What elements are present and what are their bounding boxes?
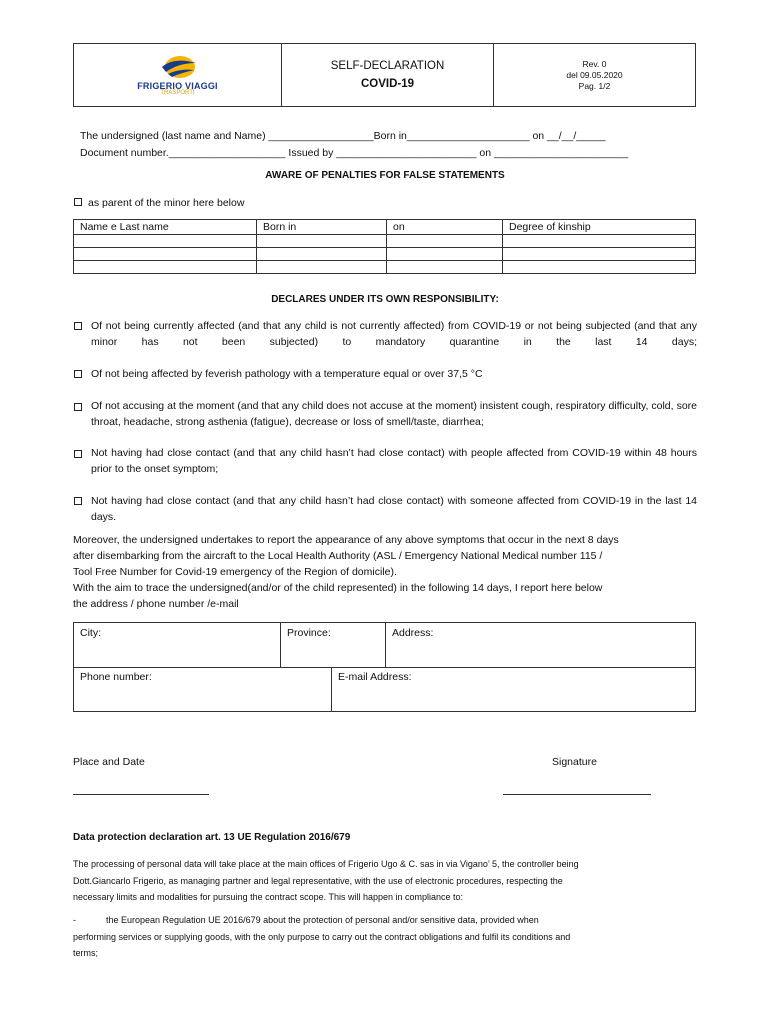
page-number: Pag. 1/2 bbox=[578, 80, 611, 91]
province-label: Province: bbox=[287, 627, 331, 639]
data-protection-heading: Data protection declaration art. 13 UE Regulation 2016/679 bbox=[73, 832, 351, 843]
title-cell bbox=[282, 44, 494, 106]
declaration-text-3: Of not accusing at the moment (and that any child does not accuse at the moment) insistent cough, respiratory difficulty, cold, sore throat, headache, strong asthenia (fatigue), decrease or loss of smell/taste, diarrhea; bbox=[91, 400, 697, 428]
contact-row-divider bbox=[74, 667, 695, 668]
logo-subtitle: TRASPORTI bbox=[160, 90, 195, 96]
city-label: City: bbox=[80, 627, 101, 639]
declaration-text-2: Of not being affected by feverish pathology with a temperature equal or over 37,5 °C bbox=[91, 368, 483, 380]
province-field[interactable] bbox=[287, 625, 381, 665]
contact-table bbox=[73, 622, 696, 712]
contact-col-divider bbox=[385, 623, 386, 667]
frigerio-viaggi-logo-icon bbox=[158, 54, 198, 80]
moreover-line-4: With the aim to trace the undersigned(and/or of the child represented) in the following 14 days, I report here below bbox=[73, 582, 603, 594]
minor-header-born: Born in bbox=[257, 220, 387, 235]
declaration-checkbox-1[interactable] bbox=[74, 322, 82, 330]
declaration-checkbox-4[interactable] bbox=[74, 450, 82, 458]
revision-date: del 09.05.2020 bbox=[566, 69, 623, 80]
signature-label: Signature bbox=[552, 756, 597, 768]
email-field[interactable] bbox=[338, 669, 690, 709]
data-protection-line-2: Dott.Giancarlo Frigerio, as managing partner and legal representative, with the use of electronic procedures, respecting the bbox=[73, 876, 563, 886]
minor-header-kinship: Degree of kinship bbox=[503, 220, 696, 235]
minor-header-name: Name e Last name bbox=[74, 220, 257, 235]
data-protection-line-1: The processing of personal data will take place at the main offices of Frigerio Ugo & C. sas in via Vigano’ 5, the controller being bbox=[73, 859, 579, 869]
minor-cell[interactable] bbox=[503, 235, 696, 248]
contact-col-divider bbox=[280, 623, 281, 667]
minor-table-header-row bbox=[74, 220, 696, 235]
declaration-checkbox-5[interactable] bbox=[74, 497, 82, 505]
declaration-text-5: Not having had close contact (and that any child hasn’t had close contact) with someone affected from COVID-19 in the last 14 days. bbox=[91, 495, 697, 523]
moreover-line-3: Tool Free Number for Covid-19 emergency of the Region of domicile). bbox=[73, 566, 397, 578]
moreover-line-1: Moreover, the undersigned undertakes to report the appearance of any above symptoms that occur in the next 8 days bbox=[73, 534, 619, 546]
minor-cell[interactable] bbox=[503, 248, 696, 261]
parent-option-label: as parent of the minor here below bbox=[88, 197, 245, 209]
email-label: E-mail Address: bbox=[338, 671, 412, 683]
address-field[interactable] bbox=[392, 625, 690, 665]
phone-field[interactable] bbox=[80, 669, 325, 709]
aware-heading: AWARE OF PENALTIES FOR FALSE STATEMENTS bbox=[265, 170, 505, 181]
minor-cell[interactable] bbox=[387, 248, 503, 261]
document-header bbox=[73, 43, 696, 107]
logo-cell bbox=[74, 44, 282, 106]
city-field[interactable] bbox=[80, 625, 275, 665]
minor-cell[interactable] bbox=[257, 261, 387, 274]
place-date-line[interactable] bbox=[73, 794, 209, 795]
minor-cell[interactable] bbox=[74, 261, 257, 274]
data-protection-dash: - bbox=[73, 915, 76, 925]
minor-header-on: on bbox=[387, 220, 503, 235]
place-date-label: Place and Date bbox=[73, 756, 145, 768]
phone-label: Phone number: bbox=[80, 671, 152, 683]
revision-cell bbox=[494, 44, 695, 106]
declaration-checkbox-3[interactable] bbox=[74, 403, 82, 411]
contact-col-divider bbox=[331, 667, 332, 712]
parent-option[interactable] bbox=[74, 195, 244, 211]
declaration-checkbox-2[interactable] bbox=[74, 370, 82, 378]
parent-checkbox[interactable] bbox=[74, 198, 82, 206]
logo-name: FRIGERIO VIAGGI bbox=[137, 81, 218, 91]
minor-cell[interactable] bbox=[74, 235, 257, 248]
undersigned-line: The undersigned (last name and Name) __________________Born in_____________________ on __/__/_____ bbox=[80, 130, 606, 142]
minor-cell[interactable] bbox=[387, 261, 503, 274]
minor-cell[interactable] bbox=[387, 235, 503, 248]
moreover-line-2: after disembarking from the aircraft to the Local Health Authority (ASL / Emergency National Medical number 115 / bbox=[73, 550, 603, 562]
signature-line[interactable] bbox=[503, 794, 651, 795]
minor-cell[interactable] bbox=[257, 235, 387, 248]
address-label: Address: bbox=[392, 627, 434, 639]
document-number-line: Document number.____________________ Issued by ________________________ on _______________________ bbox=[80, 147, 629, 159]
declares-heading: DECLARES UNDER ITS OWN RESPONSIBILITY: bbox=[271, 294, 499, 305]
minor-cell[interactable] bbox=[503, 261, 696, 274]
data-protection-bullet-line-3: terms; bbox=[73, 948, 99, 958]
data-protection-bullet-line-2: performing services or supplying goods, with the only purpose to carry out the contract obligations and fulfil its conditions and bbox=[73, 932, 571, 942]
revision-number: Rev. 0 bbox=[582, 58, 607, 69]
minor-cell[interactable] bbox=[257, 248, 387, 261]
minor-cell[interactable] bbox=[74, 248, 257, 261]
data-protection-bullet-line-1: the European Regulation UE 2016/679 about the protection of personal and/or sensitive data, provided when bbox=[106, 915, 539, 925]
table-row bbox=[74, 235, 696, 248]
declaration-text-4: Not having had close contact (and that any child hasn’t had close contact) with people affected from COVID-19 within 48 hours prior to the onset symptom; bbox=[91, 447, 697, 475]
document-title: SELF-DECLARATION bbox=[330, 60, 445, 72]
data-protection-line-3: necessary limits and modalities for pursuing the contract scope. This will happen in compliance to: bbox=[73, 892, 464, 902]
minor-table bbox=[73, 219, 696, 274]
declaration-text-1: Of not being currently affected (and that any child is not currently affected) from COVID-19 or not being subjected (and that any minor has not been subjected) to mandatory quarantine in the last 14 days; bbox=[91, 320, 697, 348]
table-row bbox=[74, 261, 696, 274]
moreover-line-5: the address / phone number /e-mail bbox=[73, 598, 239, 610]
document-subtitle: COVID-19 bbox=[360, 78, 415, 90]
table-row bbox=[74, 248, 696, 261]
